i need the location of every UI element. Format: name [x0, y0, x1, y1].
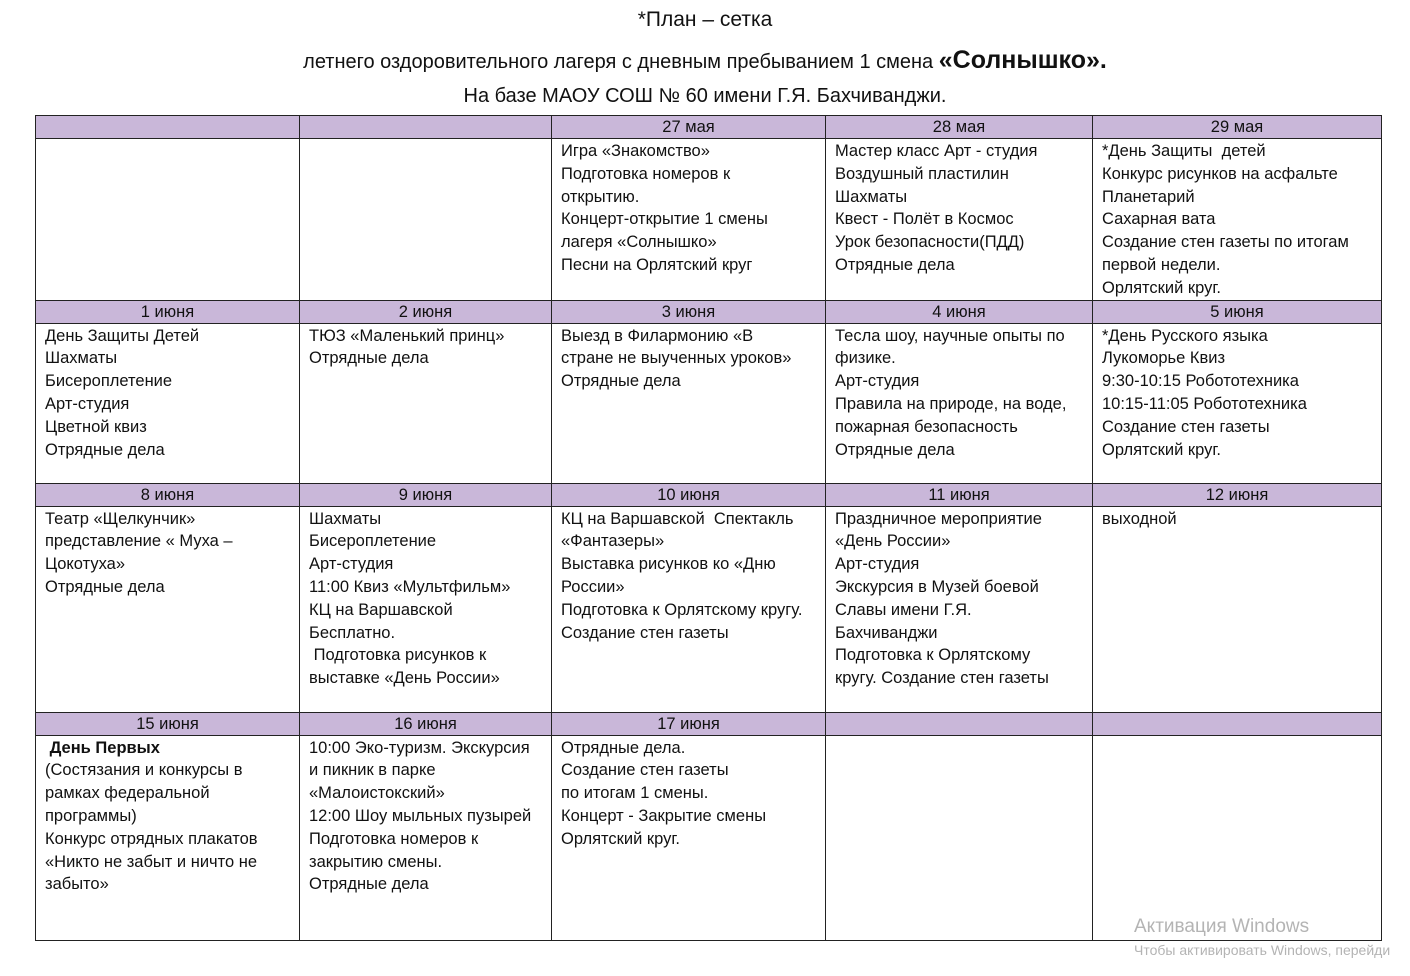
date-header-cell: 17 июня: [552, 712, 826, 735]
activity-line: «Никто не забыт и ничто не: [45, 852, 258, 871]
activity-line: забыто»: [45, 875, 109, 894]
date-header-cell: 10 июня: [552, 483, 826, 506]
day-activities-cell: [36, 735, 300, 940]
activity-line: Правила на природе, на воде,: [835, 394, 1067, 413]
activity-line: Орлятский круг.: [1102, 278, 1221, 297]
date-header-cell: 5 июня: [1093, 300, 1382, 323]
date-header-cell: 29 мая: [1093, 116, 1382, 139]
activity-line: Урок безопасности(ПДД): [835, 233, 1025, 252]
windows-activation-hint: Чтобы активировать Windows, перейди: [1134, 942, 1391, 958]
activity-line: России»: [561, 577, 625, 596]
activity-line: (Состязания и конкурсы в: [45, 761, 243, 780]
activity-line: Экскурсия в Музей боевой: [835, 577, 1039, 596]
activity-line: 10:15-11:05 Робототехника: [1102, 394, 1307, 413]
activity-line: Мастер класс Арт - студия: [835, 142, 1038, 160]
windows-activation-watermark: Активация Windows: [1134, 916, 1310, 937]
activity-line: Цокотуха»: [45, 555, 126, 574]
page-subtitle: [0, 46, 1410, 75]
activity-line: Бисероплетение: [45, 372, 173, 391]
activity-line: Тесла шоу, научные опыты по: [835, 326, 1065, 345]
date-header-cell: 15 июня: [36, 712, 300, 735]
activity-line: Театр «Щелкунчик»: [45, 509, 196, 528]
date-header-cell: 4 июня: [826, 300, 1093, 323]
subtitle-text: летнего оздоровительного лагеря с дневным пребыванием 1 смена: [303, 51, 934, 73]
activity-line: Конкурс отрядных плакатов: [45, 829, 258, 848]
day-activities-cell: [552, 139, 826, 301]
date-header-cell: 1 июня: [36, 300, 300, 323]
activity-line: Подготовка к Орлятскому: [835, 646, 1031, 665]
activity-line: Конкурс рисунков на асфальте: [1102, 164, 1338, 183]
activity-line: Игра «Знакомство»: [561, 142, 710, 160]
activity-line: Песни на Орлятский круг: [561, 255, 753, 274]
activity-line: первой недели.: [1102, 255, 1221, 274]
date-header-cell: 11 июня: [826, 483, 1093, 506]
activity-line: Арт-студия: [835, 372, 920, 391]
activity-line: Праздничное мероприятие: [835, 509, 1042, 528]
day-activities-cell: [36, 323, 300, 483]
day-activities-cell: [1093, 323, 1382, 483]
activity-line: Бисероплетение: [309, 532, 437, 551]
activity-line: Создание стен газеты: [561, 623, 729, 642]
activity-line: Отрядные дела: [835, 255, 955, 274]
activity-line: *День Защиты детей: [1102, 142, 1266, 160]
activity-line: *День Русского языка: [1102, 326, 1268, 345]
activity-line: Подготовка номеров к: [561, 164, 731, 183]
activity-line: стране не выученных уроков»: [561, 349, 792, 368]
week-header-row: [36, 483, 1382, 506]
activity-line: Цветной квиз: [45, 417, 147, 436]
week-header-row: [36, 712, 1382, 735]
date-header-cell: 27 мая: [552, 116, 826, 139]
day-activities-cell: [300, 323, 552, 483]
week-activities-row: [36, 506, 1382, 712]
activity-line: Создание стен газеты по итогам: [1102, 233, 1349, 252]
day-activities-cell: [36, 506, 300, 712]
date-header-cell: 3 июня: [552, 300, 826, 323]
activity-line: День Первых: [45, 738, 160, 757]
activity-line: Арт-студия: [835, 555, 920, 574]
day-activities-cell: [1093, 506, 1382, 712]
week-activities-row: [36, 139, 1382, 301]
activity-line: Бахчиванджи: [835, 623, 938, 642]
activity-line: Шахматы: [835, 187, 908, 206]
activity-line: закрытию смены.: [309, 852, 443, 871]
day-activities-cell: [826, 735, 1093, 940]
activity-line: Создание стен газеты: [1102, 417, 1270, 436]
activity-line: Выставка рисунков ко «Дню: [561, 555, 776, 574]
activity-line: Подготовка к Орлятскому кругу.: [561, 600, 803, 619]
activity-line: Воздушный пластилин: [835, 164, 1009, 183]
activity-line: Славы имени Г.Я.: [835, 600, 972, 619]
date-header-cell: 16 июня: [300, 712, 552, 735]
activity-line: пожарная безопасность: [835, 417, 1018, 436]
date-header-cell: [300, 116, 552, 139]
activity-line: лагеря «Солнышко»: [561, 233, 717, 252]
day-activities-cell: [1093, 139, 1382, 301]
day-activities-cell: [826, 323, 1093, 483]
date-header-cell: [1093, 712, 1382, 735]
activity-line: Орлятский круг.: [561, 829, 680, 848]
activity-line: Подготовка рисунков к: [309, 646, 487, 665]
activity-line: кругу. Создание стен газеты: [835, 669, 1049, 688]
activity-line: Концерт - Закрытие смены: [561, 806, 767, 825]
camp-name: «Солнышко».: [938, 46, 1107, 74]
activity-line: ТЮЗ «Маленький принц»: [309, 326, 505, 345]
activity-line: открытию.: [561, 187, 640, 206]
date-header-cell: 8 июня: [36, 483, 300, 506]
day-activities-cell: [552, 735, 826, 940]
date-header-cell: 28 мая: [826, 116, 1093, 139]
activity-line: Выезд в Филармонию «В: [561, 326, 754, 345]
activity-line: по итогам 1 смены.: [561, 784, 709, 803]
activity-line: Концерт-открытие 1 смены: [561, 210, 768, 229]
date-header-cell: [826, 712, 1093, 735]
activity-line: Шахматы: [45, 349, 118, 368]
date-header-cell: 12 июня: [1093, 483, 1382, 506]
day-activities-cell: [300, 139, 552, 301]
day-activities-cell: [826, 139, 1093, 301]
activity-line: физике.: [835, 349, 896, 368]
activity-line: выставке «День России»: [309, 669, 500, 688]
day-activities-cell: [552, 323, 826, 483]
activity-line: рамках федеральной: [45, 784, 210, 803]
date-header-cell: 2 июня: [300, 300, 552, 323]
activity-line: Планетарий: [1102, 187, 1195, 206]
activity-line: представление « Муха –: [45, 532, 233, 551]
activity-line: 10:00 Эко-туризм. Экскурсия: [309, 738, 530, 757]
activity-line: «Фантазеры»: [561, 532, 665, 551]
activity-line: Отрядные дела.: [561, 738, 686, 757]
day-activities-cell: [826, 506, 1093, 712]
activity-line: 11:00 Квиз «Мультфильм»: [309, 577, 511, 596]
activity-line: Отрядные дела: [45, 440, 165, 459]
activity-line: Лукоморье Квиз: [1102, 349, 1226, 368]
week-activities-row: [36, 323, 1382, 483]
activity-line: День Защиты Детей: [45, 326, 200, 345]
activity-line: Орлятский круг.: [1102, 440, 1221, 459]
activity-line: «Малоистокский»: [309, 784, 445, 803]
activity-line: выходной: [1102, 509, 1177, 528]
activity-line: Арт-студия: [309, 555, 394, 574]
week-activities-row: [36, 735, 1382, 940]
activity-line: Сахарная вата: [1102, 210, 1216, 229]
activity-line: Отрядные дела: [561, 372, 681, 391]
activity-line: «День России»: [835, 532, 951, 551]
activity-line: Отрядные дела: [835, 440, 955, 459]
activity-line: 9:30-10:15 Робототехника: [1102, 372, 1299, 391]
date-header-cell: [36, 116, 300, 139]
week-header-row: [36, 300, 1382, 323]
activity-line: Квест - Полёт в Космос: [835, 210, 1014, 229]
activity-line: 12:00 Шоу мыльных пузырей: [309, 806, 532, 825]
activity-line: программы): [45, 806, 137, 825]
day-activities-cell: [300, 506, 552, 712]
activity-line: Отрядные дела: [309, 875, 429, 894]
activity-line: Бесплатно.: [309, 623, 396, 642]
day-activities-cell: [36, 139, 300, 301]
page-title: *План – сетка: [637, 8, 773, 31]
activity-line: Подготовка номеров к: [309, 829, 479, 848]
school-base-line: На базе МАОУ СОШ № 60 имени Г.Я. Бахчиванджи.: [463, 85, 947, 107]
activity-line: Создание стен газеты: [561, 761, 729, 780]
day-activities-cell: [300, 735, 552, 940]
day-activities-cell: [1093, 735, 1382, 940]
activity-line: КЦ на Варшавской Спектакль: [561, 509, 794, 528]
activity-line: Отрядные дела: [309, 349, 429, 368]
week-header-row: [36, 116, 1382, 139]
activity-line: КЦ на Варшавской: [309, 600, 453, 619]
schedule-table: [35, 115, 1382, 941]
activity-line: Отрядные дела: [45, 577, 165, 596]
activity-line: Шахматы: [309, 509, 382, 528]
activity-line: и пикник в парке: [309, 761, 436, 780]
date-header-cell: 9 июня: [300, 483, 552, 506]
day-activities-cell: [552, 506, 826, 712]
activity-line: Арт-студия: [45, 394, 130, 413]
